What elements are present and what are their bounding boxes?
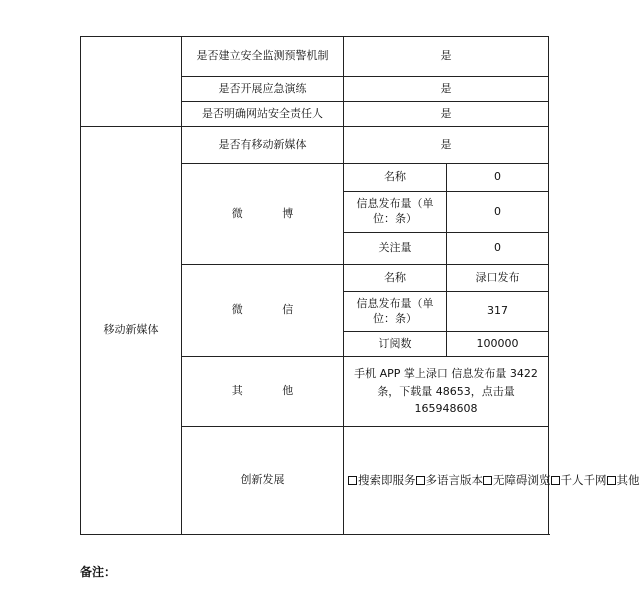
wechat-subscribers-label: 订阅数 xyxy=(344,332,447,357)
other-text: 手机 APP 掌上渌口 信息发布量 3422 条，下载量 48653，点击量 165948608 xyxy=(344,357,549,427)
weibo-followers-label: 关注量 xyxy=(344,233,447,265)
drill-label: 是否开展应急演练 xyxy=(182,77,344,102)
remarks-label: 备注： xyxy=(80,565,117,579)
row-monitoring xyxy=(81,37,549,77)
weibo-posts-label: 信息发布量（单位：条） xyxy=(344,192,447,233)
responsible-value: 是 xyxy=(344,102,549,127)
has-new-media-value: 是 xyxy=(344,127,549,164)
weibo-posts-value: 0 xyxy=(447,192,549,233)
report-table-container xyxy=(80,36,640,536)
innovation-label: 创新发展 xyxy=(182,427,344,535)
option-other[interactable] xyxy=(607,473,640,487)
checkbox-icon[interactable] xyxy=(551,476,560,485)
option-multilingual[interactable] xyxy=(416,473,484,487)
row-has-new-media xyxy=(81,127,549,164)
checkbox-icon[interactable] xyxy=(483,476,492,485)
checkbox-icon[interactable] xyxy=(348,476,357,485)
wechat-name-value: 渌口发布 xyxy=(447,265,549,292)
website-report-table xyxy=(80,36,640,535)
wechat-name-label: 名称 xyxy=(344,265,447,292)
responsible-label: 是否明确网站安全责任人 xyxy=(182,102,344,127)
monitoring-label: 是否建立安全监测预警机制 xyxy=(182,37,344,77)
weibo-followers-value: 0 xyxy=(447,233,549,265)
option-label: 搜索即服务 xyxy=(358,472,416,487)
wechat-label: 微 信 xyxy=(182,265,344,357)
innovation-options xyxy=(344,427,640,535)
weibo-name-label: 名称 xyxy=(344,164,447,192)
blank-category-cell xyxy=(81,37,182,127)
mobile-media-category: 移动新媒体 xyxy=(81,127,182,535)
checkbox-icon[interactable] xyxy=(416,476,425,485)
weibo-name-value: 0 xyxy=(447,164,549,192)
wechat-posts-label: 信息发布量（单位：条） xyxy=(344,292,447,332)
monitoring-value: 是 xyxy=(344,37,549,77)
option-search-as-service[interactable] xyxy=(348,473,416,487)
wechat-subscribers-value: 100000 xyxy=(447,332,549,357)
option-label: 千人千网 xyxy=(560,472,607,487)
option-label: 其他 xyxy=(616,472,640,487)
wechat-posts-value: 317 xyxy=(447,292,549,332)
has-new-media-label: 是否有移动新媒体 xyxy=(182,127,344,164)
option-label: 多语言版本 xyxy=(425,472,483,487)
drill-value: 是 xyxy=(344,77,549,102)
checkbox-icon[interactable] xyxy=(607,476,616,485)
option-label: 无障碍浏览 xyxy=(493,472,551,487)
option-accessibility[interactable] xyxy=(483,473,551,487)
weibo-label: 微 博 xyxy=(182,164,344,265)
option-personalized[interactable] xyxy=(551,473,607,487)
other-label: 其 他 xyxy=(182,357,344,427)
